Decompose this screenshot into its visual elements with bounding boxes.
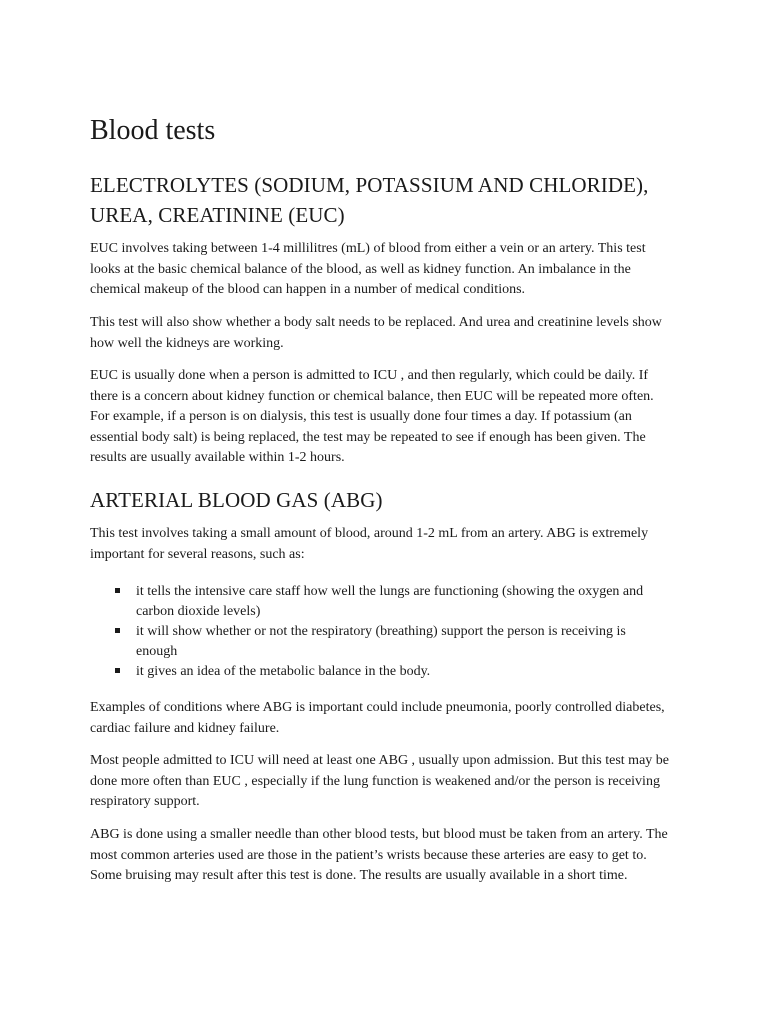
list-item	[90, 622, 670, 662]
square-bullet-icon	[115, 628, 120, 633]
list-item	[90, 582, 670, 622]
abg-paragraph-3: ABG is done using a smaller needle than other blood tests, but blood must be taken from an artery. The most common arteries used are those in the patient’s wrists because these arteries are easy to get to. Some bruising may result after this test is done. The results are usually available in a short time.	[90, 827, 668, 883]
abg-reasons-list	[90, 582, 670, 682]
abg-paragraph-2: Most people admitted to ICU will need at least one ABG , usually upon admission. But this test may be done more often than EUC , especially if the lung function is weakened and/or the person is receiving respiratory support.	[90, 753, 669, 809]
list-item-text: it will show whether or not the respiratory (breathing) support the person is receiving is enough	[136, 624, 626, 659]
abg-intro-paragraph: This test involves taking a small amount of blood, around 1-2 mL from an artery. ABG is extremely important for several reasons, such as:	[90, 526, 649, 562]
euc-paragraph-1: EUC involves taking between 1-4 millilitres (mL) of blood from either a vein or an artery. This test looks at the basic chemical balance of the blood, as well as kidney function. An imbalance in the chemical makeup of the blood can happen in a number of medical conditions.	[90, 241, 646, 297]
section-heading-euc: ELECTROLYTES (SODIUM, POTASSIUM AND CHLORIDE), UREA, CREATININE (EUC)	[90, 173, 649, 227]
euc-paragraph-2: This test will also show whether a body salt needs to be replaced. And urea and creatinine levels show how well the kidneys are working.	[90, 315, 662, 351]
list-item-text: it gives an idea of the metabolic balance in the body.	[136, 664, 431, 679]
euc-paragraph-3: EUC is usually done when a person is admitted to ICU , and then regularly, which could be daily. If there is a concern about kidney function or chemical balance, then EUC will be repeated more often. For example, if a person is on dialysis, this test is usually done four times a day. If potassium (an essential body salt) is being replaced, the test may be repeated to see if enough has been given. The results are usually available within 1-2 hours.	[90, 368, 654, 465]
section-heading-abg: ARTERIAL BLOOD GAS (ABG)	[90, 488, 383, 512]
list-item-text: it tells the intensive care staff how well the lungs are functioning (showing the oxygen and carbon dioxide levels)	[136, 584, 644, 619]
square-bullet-icon	[115, 588, 120, 593]
abg-paragraph-1: Examples of conditions where ABG is important could include pneumonia, poorly controlled diabetes, cardiac failure and kidney failure.	[90, 700, 665, 736]
square-bullet-icon	[115, 668, 120, 673]
page-title: Blood tests	[90, 115, 216, 146]
list-item	[90, 662, 670, 682]
